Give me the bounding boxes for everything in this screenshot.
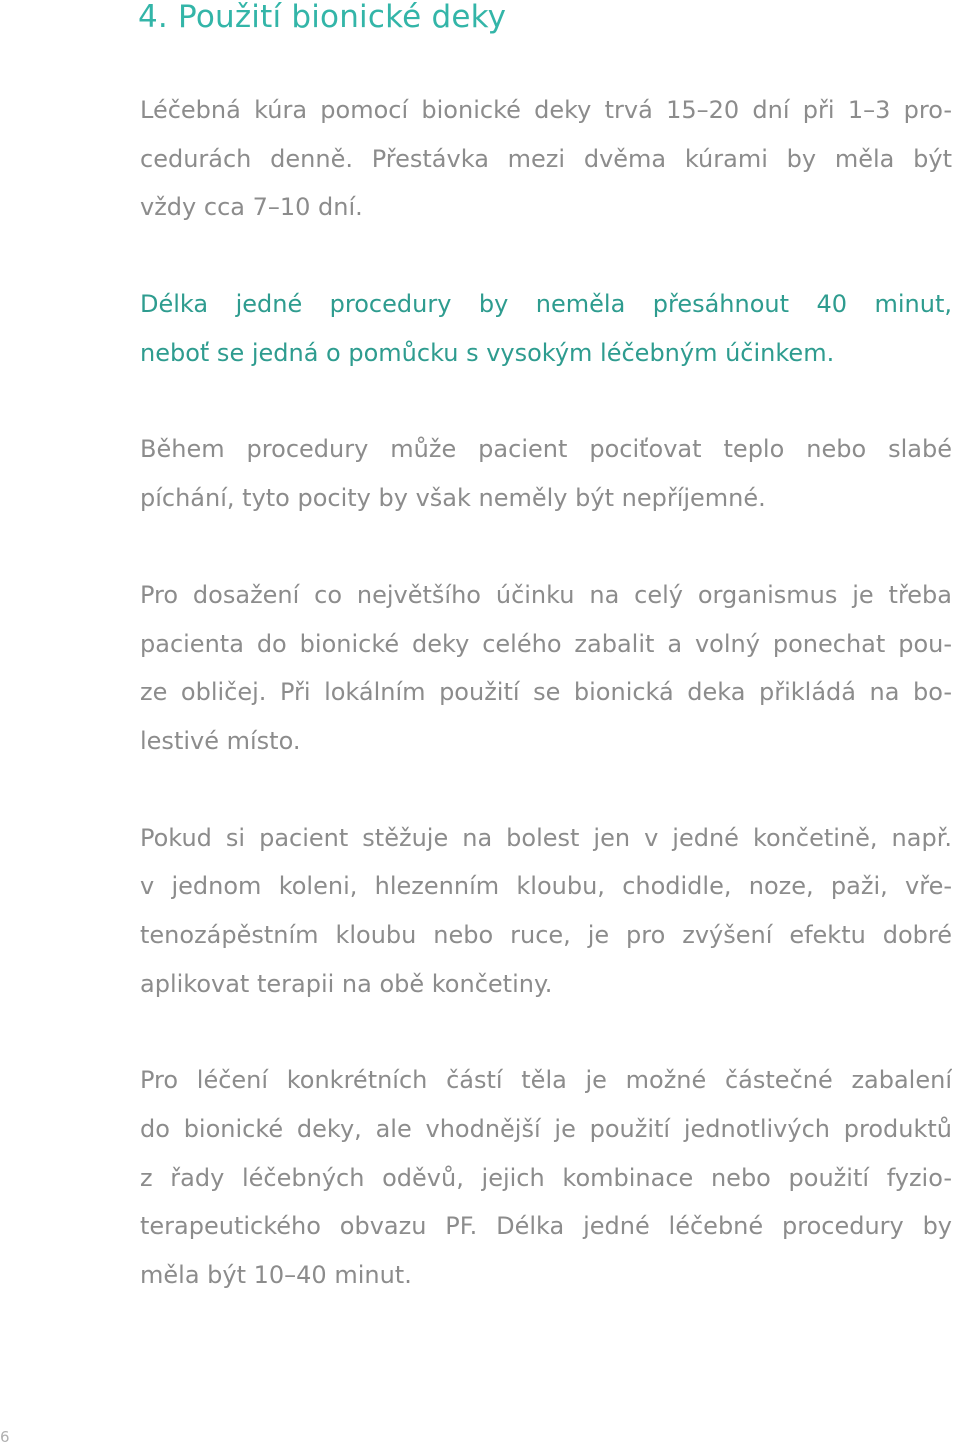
text-line: píchání, tyto pocity by však neměly být nepříjemné. (140, 484, 766, 513)
body-content (140, 86, 952, 1348)
paragraph-partial-wrap (140, 1056, 952, 1299)
text-line: neboť se jedná o pomůcku s vysokým léčebným účinkem. (140, 338, 835, 367)
text-line: v jednom koleni, hlezenním kloubu, chodidle, noze, paži, vře- (140, 872, 952, 901)
text-line: měla být 10–40 minut. (140, 1261, 412, 1290)
paragraph-course-duration (140, 86, 952, 232)
text-line: Pro léčení konkrétních částí těla je možné částečné zabalení (140, 1066, 952, 1095)
text-line: ze obličej. Při lokálním použití se bionická deka přikládá na bo- (140, 678, 952, 707)
paragraph-procedure-limit (140, 280, 952, 377)
text-line: Délka jedné procedury by neměla přesáhnout 40 minut, (140, 290, 952, 319)
text-line: Pokud si pacient stěžuje na bolest jen v jedné končetině, např. (140, 823, 952, 852)
text-line: lestivé místo. (140, 726, 301, 755)
text-line: aplikovat terapii na obě končetiny. (140, 969, 553, 998)
text-line: Léčebná kúra pomocí bionické deky trvá 15–20 dní při 1–3 pro- (140, 96, 952, 124)
text-line: terapeutického obvazu PF. Délka jedné léčebné procedury by (140, 1212, 952, 1241)
text-line: cedurách denně. Přestávka mezi dvěma kúrami by měla být (140, 144, 952, 173)
text-line: tenozápěstním kloubu nebo ruce, je pro zvýšení efektu dobré (140, 920, 952, 949)
text-line: Během procedury může pacient pociťovat teplo nebo slabé (140, 435, 952, 464)
text-line: vždy cca 7–10 dní. (140, 193, 363, 222)
text-line: z řady léčebných oděvů, jejich kombinace nebo použití fyzio- (140, 1163, 952, 1192)
text-line: do bionické deky, ale vhodnější je použití jednotlivých produktů (140, 1115, 952, 1143)
text-line: Pro dosažení co největšího účinku na celý organismus je třeba (140, 580, 952, 609)
page-number: 6 (0, 1428, 10, 1446)
text-line: pacienta do bionické deky celého zabalit a volný ponechat pou- (140, 629, 952, 658)
section-heading: 4. Použití bionické deky (138, 0, 507, 35)
paragraph-sensations (140, 425, 952, 522)
paragraph-single-limb (140, 814, 952, 1009)
paragraph-full-wrap (140, 571, 952, 766)
